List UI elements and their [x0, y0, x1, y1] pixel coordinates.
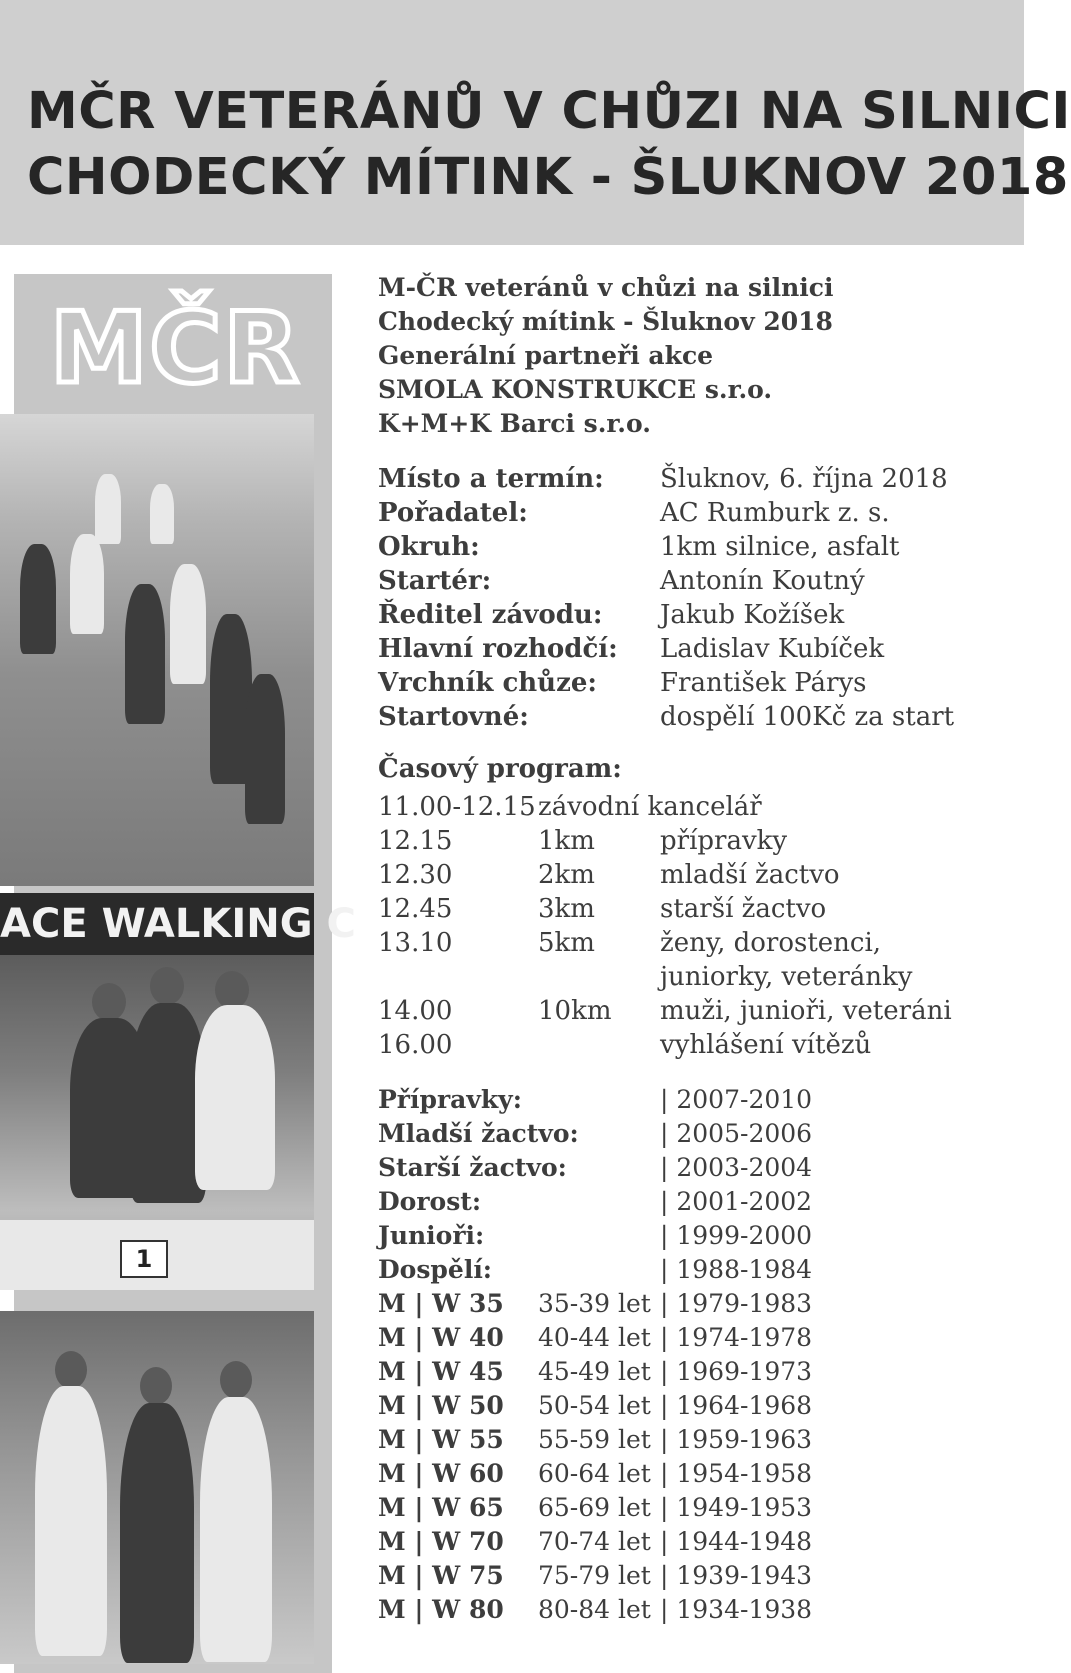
walker-figure [20, 544, 56, 654]
category-name: M | W 80 [378, 1595, 504, 1624]
category-years: | 1988-1984 [660, 1255, 813, 1284]
program-time: 13.10 [378, 928, 453, 958]
person-figure [35, 1386, 107, 1656]
info-label: Místo a termín: [378, 464, 604, 494]
category-years: | 1939-1943 [660, 1561, 813, 1590]
intro-line: SMOLA KONSTRUKCE s.r.o. [378, 375, 773, 404]
page-title-line-1: MČR VETERÁNŮ V CHŮZI NA SILNICI [27, 82, 1071, 141]
category-years: | 1974-1978 [660, 1323, 813, 1352]
intro-line: M-ČR veteránů v chůzi na silnici [378, 273, 834, 302]
category-name: M | W 70 [378, 1527, 504, 1556]
program-desc: vyhlášení vítězů [660, 1030, 872, 1060]
program-desc: mladší žactvo [660, 860, 840, 890]
info-value: Šluknov, 6. října 2018 [660, 464, 948, 494]
program-time: 12.15 [378, 826, 453, 856]
program-distance: 1km [538, 826, 595, 856]
category-years: | 1999-2000 [660, 1221, 813, 1250]
category-years: | 1934-1938 [660, 1595, 813, 1624]
category-age: 75-79 let [538, 1561, 651, 1590]
category-age: 65-69 let [538, 1493, 651, 1522]
info-value: Ladislav Kubíček [660, 634, 885, 664]
person-figure [200, 1397, 272, 1662]
category-name: M | W 50 [378, 1391, 504, 1420]
program-time: 16.00 [378, 1030, 453, 1060]
program-desc: ženy, dorostenci, [660, 928, 882, 958]
category-years: | 1944-1948 [660, 1527, 813, 1556]
category-name: Dospělí: [378, 1255, 493, 1284]
category-years: | 1979-1983 [660, 1289, 813, 1318]
person-head [150, 967, 184, 1005]
category-name: Junioři: [378, 1221, 485, 1250]
program-desc: muži, junioři, veteráni [660, 996, 952, 1026]
program-desc: závodní kancelář [538, 792, 762, 822]
category-name: Starší žactvo: [378, 1153, 567, 1182]
walker-figure [70, 534, 104, 634]
program-time: 14.00 [378, 996, 453, 1026]
program-time: 11.00-12.15 [378, 792, 536, 822]
category-age: 80-84 let [538, 1595, 651, 1624]
category-age: 60-64 let [538, 1459, 651, 1488]
category-name: Přípravky: [378, 1085, 522, 1114]
category-age: 40-44 let [538, 1323, 651, 1352]
category-name: M | W 65 [378, 1493, 504, 1522]
category-name: Dorost: [378, 1187, 482, 1216]
info-label: Startér: [378, 566, 492, 596]
category-years: | 2003-2004 [660, 1153, 813, 1182]
category-age: 50-54 let [538, 1391, 651, 1420]
person-head [220, 1361, 252, 1399]
info-value: Jakub Kožíšek [660, 600, 845, 630]
category-years: | 1949-1953 [660, 1493, 813, 1522]
program-desc: starší žactvo [660, 894, 827, 924]
intro-line: Generální partneři akce [378, 341, 714, 370]
podium-men-photo [0, 893, 356, 1290]
info-label: Pořadatel: [378, 498, 528, 528]
category-years: | 2001-2002 [660, 1187, 813, 1216]
category-years: | 1969-1973 [660, 1357, 813, 1386]
category-age: 70-74 let [538, 1527, 651, 1556]
program-time: 12.30 [378, 860, 453, 890]
info-value: František Párys [660, 668, 867, 698]
category-name: M | W 35 [378, 1289, 504, 1318]
race-walkers-photo [0, 414, 314, 886]
category-years: | 1959-1963 [660, 1425, 813, 1454]
category-name: M | W 55 [378, 1425, 504, 1454]
info-label: Ředitel závodu: [378, 600, 603, 630]
person-figure [195, 1005, 275, 1190]
program-desc: přípravky [660, 826, 788, 856]
person-head [55, 1351, 87, 1389]
intro-line: Chodecký mítink - Šluknov 2018 [378, 307, 833, 336]
info-value: 1km silnice, asfalt [660, 532, 900, 562]
info-label: Hlavní rozhodčí: [378, 634, 618, 664]
category-years: | 1954-1958 [660, 1459, 813, 1488]
program-distance: 2km [538, 860, 595, 890]
person-head [215, 971, 249, 1009]
podium-place-number: 1 [120, 1240, 168, 1278]
category-name: M | W 45 [378, 1357, 504, 1386]
category-age: 35-39 let [538, 1289, 651, 1318]
person-head [140, 1367, 172, 1405]
program-distance: 3km [538, 894, 595, 924]
program-distance: 10km [538, 996, 612, 1026]
walker-figure [125, 584, 165, 724]
walker-figure [150, 484, 174, 544]
walker-figure [95, 474, 121, 544]
program-time: 12.45 [378, 894, 453, 924]
podium-women-photo [0, 1311, 314, 1664]
walker-figure [170, 564, 206, 684]
program-desc: juniorky, veteránky [660, 962, 913, 992]
info-label: Startovné: [378, 702, 529, 732]
page-title-line-2: CHODECKÝ MÍTINK - ŠLUKNOV 2018 [27, 148, 1069, 207]
info-label: Okruh: [378, 532, 480, 562]
race-walking-banner: ACE WALKING C [0, 893, 314, 955]
info-value: AC Rumburk z. s. [660, 498, 890, 528]
category-name: M | W 75 [378, 1561, 504, 1590]
info-value: Antonín Koutný [660, 566, 865, 596]
program-distance: 5km [538, 928, 595, 958]
category-age: 45-49 let [538, 1357, 651, 1386]
info-label: Vrchník chůze: [378, 668, 597, 698]
category-name: M | W 40 [378, 1323, 504, 1352]
program-title: Časový program: [378, 754, 622, 784]
walker-figure [245, 674, 285, 824]
category-name: Mladší žactvo: [378, 1119, 579, 1148]
person-head [92, 983, 126, 1021]
info-value: dospělí 100Kč za start [660, 702, 955, 732]
category-years: | 1964-1968 [660, 1391, 813, 1420]
intro-block [378, 271, 833, 441]
intro-line: K+M+K Barci s.r.o. [378, 409, 651, 438]
mcr-logo: MČR [50, 292, 301, 406]
category-years: | 2007-2010 [660, 1085, 813, 1114]
category-name: M | W 60 [378, 1459, 504, 1488]
category-years: | 2005-2006 [660, 1119, 813, 1148]
category-age: 55-59 let [538, 1425, 651, 1454]
person-figure [120, 1403, 194, 1663]
